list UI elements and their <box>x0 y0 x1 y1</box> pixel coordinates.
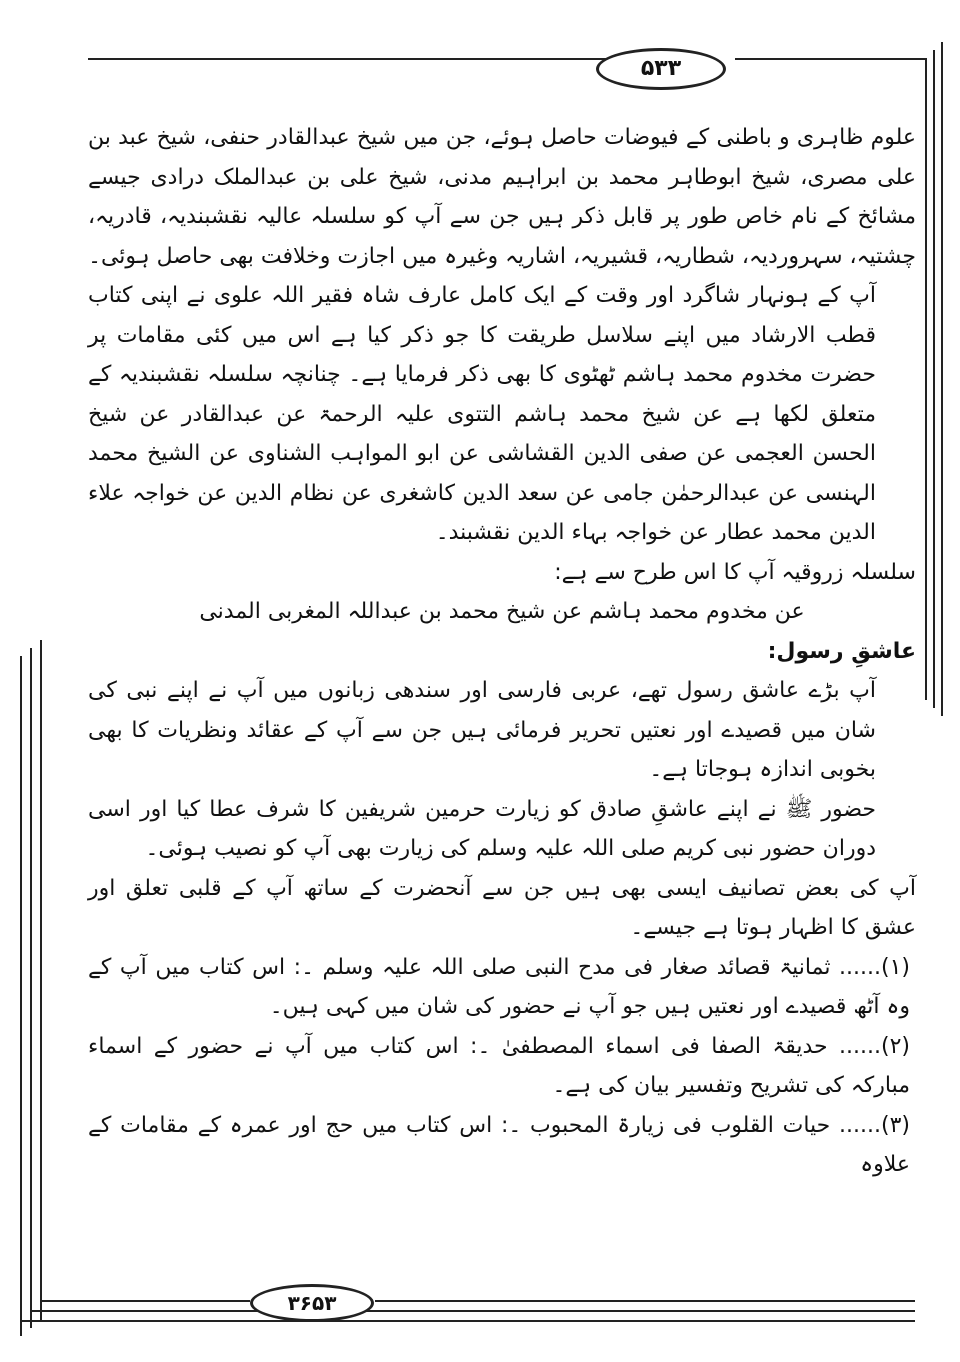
list-item: (۲)...... حدیقۃ الصفا فی اسماء المصطفیٰ ۔: اس کتاب میں آپ نے حضور کے اسماء مبارکہ کی تشریح وتفسیر بیان کی ہے۔ <box>88 1033 910 1098</box>
frame-line <box>375 1300 915 1302</box>
frame-line <box>40 640 42 1320</box>
paragraph: علوم ظاہری و باطنی کے فیوضات حاصل ہوئے، جن میں شیخ عبدالقادر حنفی، شیخ عبد بن علی مصری، شیخ ابوطاہر محمد بن ابراہیم مدنی، شیخ علی بن عبدالملک درادی جیسے مشائخ کے نام خاص طور پر قابل ذکر ہیں جن سے آپ کو سلسلہ عالیہ نقشبندیہ، قادریہ، چشتیہ، سہروردیہ، شطاریہ، قشیریہ، اشاریہ وغیرہ میں اجازت وخلافت بھی حاصل ہوئی۔ <box>88 125 916 269</box>
frame-line <box>20 656 22 1336</box>
frame-line <box>933 50 935 708</box>
frame-line <box>20 1320 915 1322</box>
section-heading: عاشقِ رسول: <box>767 638 916 664</box>
paragraph: حضور ﷺ نے اپنے عاشقِ صادق کو زیارت حرمین شریفین کا شرف عطا کیا اور اسی دوران حضور نبی کریم صلی اللہ علیہ وسلم کی زیارت بھی آپ کو نصیب ہوئی۔ <box>88 796 876 861</box>
frame-line <box>941 42 943 716</box>
frame-line <box>30 1310 915 1312</box>
page-number-bottom: ۳۶۵۳ <box>250 1284 374 1322</box>
frame-line <box>88 58 680 60</box>
page-body <box>88 118 916 1185</box>
frame-line <box>925 58 927 700</box>
paragraph: آپ کے ہونہار شاگرد اور وقت کے ایک کامل عارف شاہ فقیر اللہ علوی نے اپنی کتاب قطب الارشاد میں اپنے سلاسل طریقت کا جو ذکر کیا ہے اس میں کئی مقامات پر حضرت مخدوم محمد ہاشم ٹھٹوی کا بھی ذکر فرمایا ہے۔ چنانچہ سلسلہ نقشبندیہ کے متعلق لکھا ہے عن شیخ محمد ہاشم التتوی علیہ الرحمۃ عن عبدالقادر عن شیخ الحسن العجمی عن صفی الدین القشاشی عن ابو المواہب الشناوی عن الشیخ محمد الہنسی عن عبدالرحمٰن جامی عن سعد الدین کاشغری عن نظام الدین عن خواجہ علاء الدین محمد عطار عن خواجہ بہاء الدین نقشبند۔ <box>88 283 876 545</box>
page-number-top: ۵۳۳ <box>596 48 726 90</box>
chain-line: عن مخدوم محمد ہاشم عن شیخ محمد بن عبداللہ المغربی المدنی <box>199 599 805 624</box>
frame-line <box>40 1300 250 1302</box>
list-item: (۳)...... حیات القلوب فی زیارۃ المحبوب ۔: اس کتاب میں حج اور عمرہ کے مقامات کے علاوہ <box>88 1112 910 1177</box>
paragraph: آپ کی بعض تصانیف ایسی بھی ہیں جن سے آنحضرت کے ساتھ آپ کے قلبی تعلق اور عشق کا اظہار ہوتا ہے جیسے۔ <box>88 875 916 940</box>
list-item: (۱)...... ثمانیۃ قصائد صغار فی مدح النبی صلی اللہ علیہ وسلم ۔: اس کتاب میں آپ کے وہ آٹھ قصیدے اور نعتیں ہیں جو آپ نے حضور کی شان میں کہی ہیں۔ <box>88 954 910 1019</box>
frame-line <box>735 58 925 60</box>
paragraph: آپ بڑے عاشق رسول تھے، عربی فارسی اور سندھی زبانوں میں آپ نے اپنے نبی کی شان میں قصیدے اور نعتیں تحریر فرمائی ہیں جن سے آپ کے عقائد ونظریات کا بھی بخوبی اندازہ ہوجاتا ہے۔ <box>88 678 876 782</box>
paragraph: سلسلہ زروقیہ آپ کا اس طرح سے ہے: <box>554 559 916 585</box>
frame-line <box>30 648 32 1328</box>
